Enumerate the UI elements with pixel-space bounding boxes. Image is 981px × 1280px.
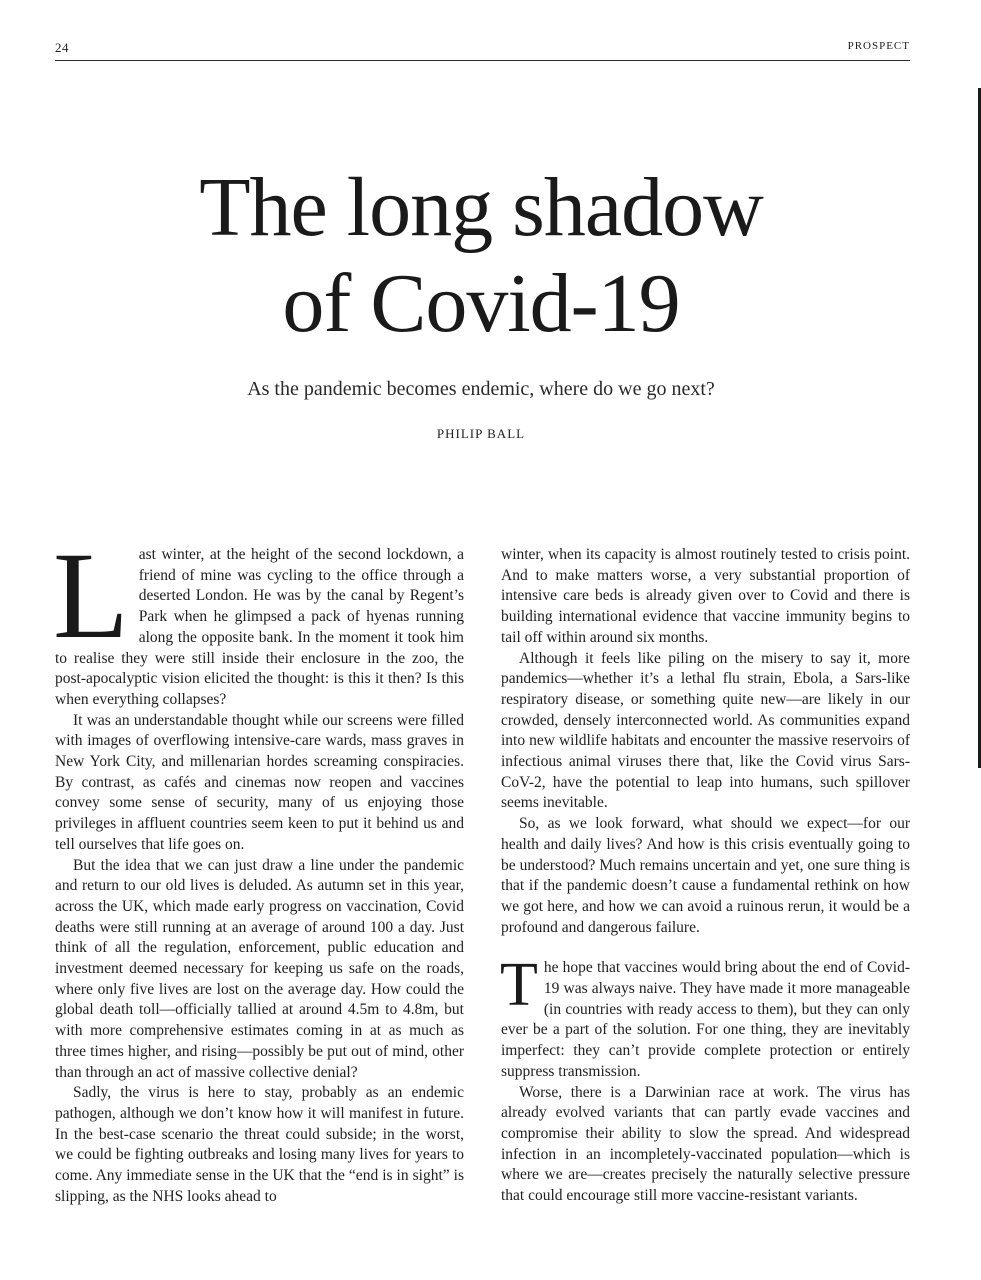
paragraph-8: Worse, there is a Darwinian race at work. The virus has already evolved variants that can partly evade vaccines and compromise their ability to slow the spread. And widespread infection in an incompletely-vaccinated population—which is where we are—creates precisely the naturally selective pressure that could encourage still more vaccine-resistant variants. <box>501 1083 910 1205</box>
right-column <box>501 545 910 1207</box>
paragraph-2: It was an understandable thought while our screens were filled with images of overflowing intensive-care wards, mass graves in New York City, and millenarian hordes screaming conspiracies. By contrast, as cafés and cinemas now reopen and vaccines convey some sense of security, many of us enjoying those privileges in affluent countries seem keen to put it behind us and tell ourselves that life goes on. <box>55 711 464 853</box>
title-line-1: The long shadow <box>199 161 763 254</box>
drop-cap-t: T <box>500 951 538 1020</box>
paragraph-5: Although it feels like piling on the misery to say it, more pandemics—whether it’s a lethal flu strain, Ebola, a Sars-like respiratory disease, or something quite new—are likely in our crowded, densely interconnected world. As communities expand into new wildlife habitats and encounter the massive reservoirs of infectious animal viruses there that, like the Covid virus Sars-CoV-2, have the potential to leap into humans, such spillover seems inevitable. <box>501 649 910 812</box>
opening-paragraph-text: ast winter, at the height of the second lockdown, a friend of mine was cycling to the office through a deserted London. He was by the canal by Regent’s Park when he glimpsed a pack of hyenas running along the opposite bank. In the moment it took him to realise they were still inside their enclosure in the zoo, the post-apocalyptic vision elicited the thought: is this it then? Is this when everything collapses? <box>55 546 464 708</box>
paragraph-6: So, as we look forward, what should we expect—for our health and daily lives? And how is this crisis eventually going to be understood? Much remains uncertain and yet, one sure thing is that if the pandemic doesn’t cause a fundamental rethink on how we got here, and how we can avoid a ruinous rerun, it would be a profound and dangerous failure. <box>501 815 910 936</box>
publication-name: PROSPECT <box>847 40 910 52</box>
page-header <box>55 40 910 61</box>
article-byline: PHILIP BALL <box>436 426 526 441</box>
drop-cap-l: L <box>53 527 129 664</box>
section-opening-text: he hope that vaccines would bring about the end of Covid-19 was always naive. They have made it more manageable (in countries with ready access to them), but they can only ever be a part of the solution. For one thing, they are inevitably imperfect: they can’t provide complete protection or entirely suppress transmission. <box>501 959 910 1080</box>
paragraph-4: Sadly, the virus is here to stay, probably as an endemic pathogen, although we don’t know how it will manifest in future. In the best-case scenario the threat could subside; in the worst, we could be fighting outbreaks and losing many lives for years to come. Any immediate sense in the UK that the “end is in sight” is slipping, as the NHS looks ahead to <box>55 1084 464 1205</box>
page-number: 24 <box>55 40 69 55</box>
section-opening-paragraph <box>500 951 910 1082</box>
article-subtitle: As the pandemic becomes endemic, where do we go next? <box>247 378 715 400</box>
opening-paragraph <box>53 527 464 711</box>
article-title <box>0 160 962 352</box>
title-line-2: of Covid-19 <box>282 257 680 350</box>
paragraph-3: But the idea that we can just draw a line under the pandemic and return to our old lives is deluded. As autumn set in this year, across the UK, which made early progress on vaccination, Covid deaths were still running at an average of around 100 a day. Just think of all the regulation, enforcement, public education and investment deemed necessary for keeping us safe on the roads, where only five lives are lost on the average day. How could the global death toll—officially tallied at around 4.5m to 4.8m, but with more comprehensive estimates coming in at as much as three times higher, and rising—possibly be put out of mind, other than through an act of massive collective denial? <box>55 856 464 1081</box>
left-column <box>53 527 464 1208</box>
paragraph-continued: winter, when its capacity is almost routinely tested to crisis point. And to make matters worse, a very substantial proportion of intensive care beds is already given over to Covid and there is building international evidence that vaccine immunity begins to tail off within around six months. <box>501 546 910 646</box>
